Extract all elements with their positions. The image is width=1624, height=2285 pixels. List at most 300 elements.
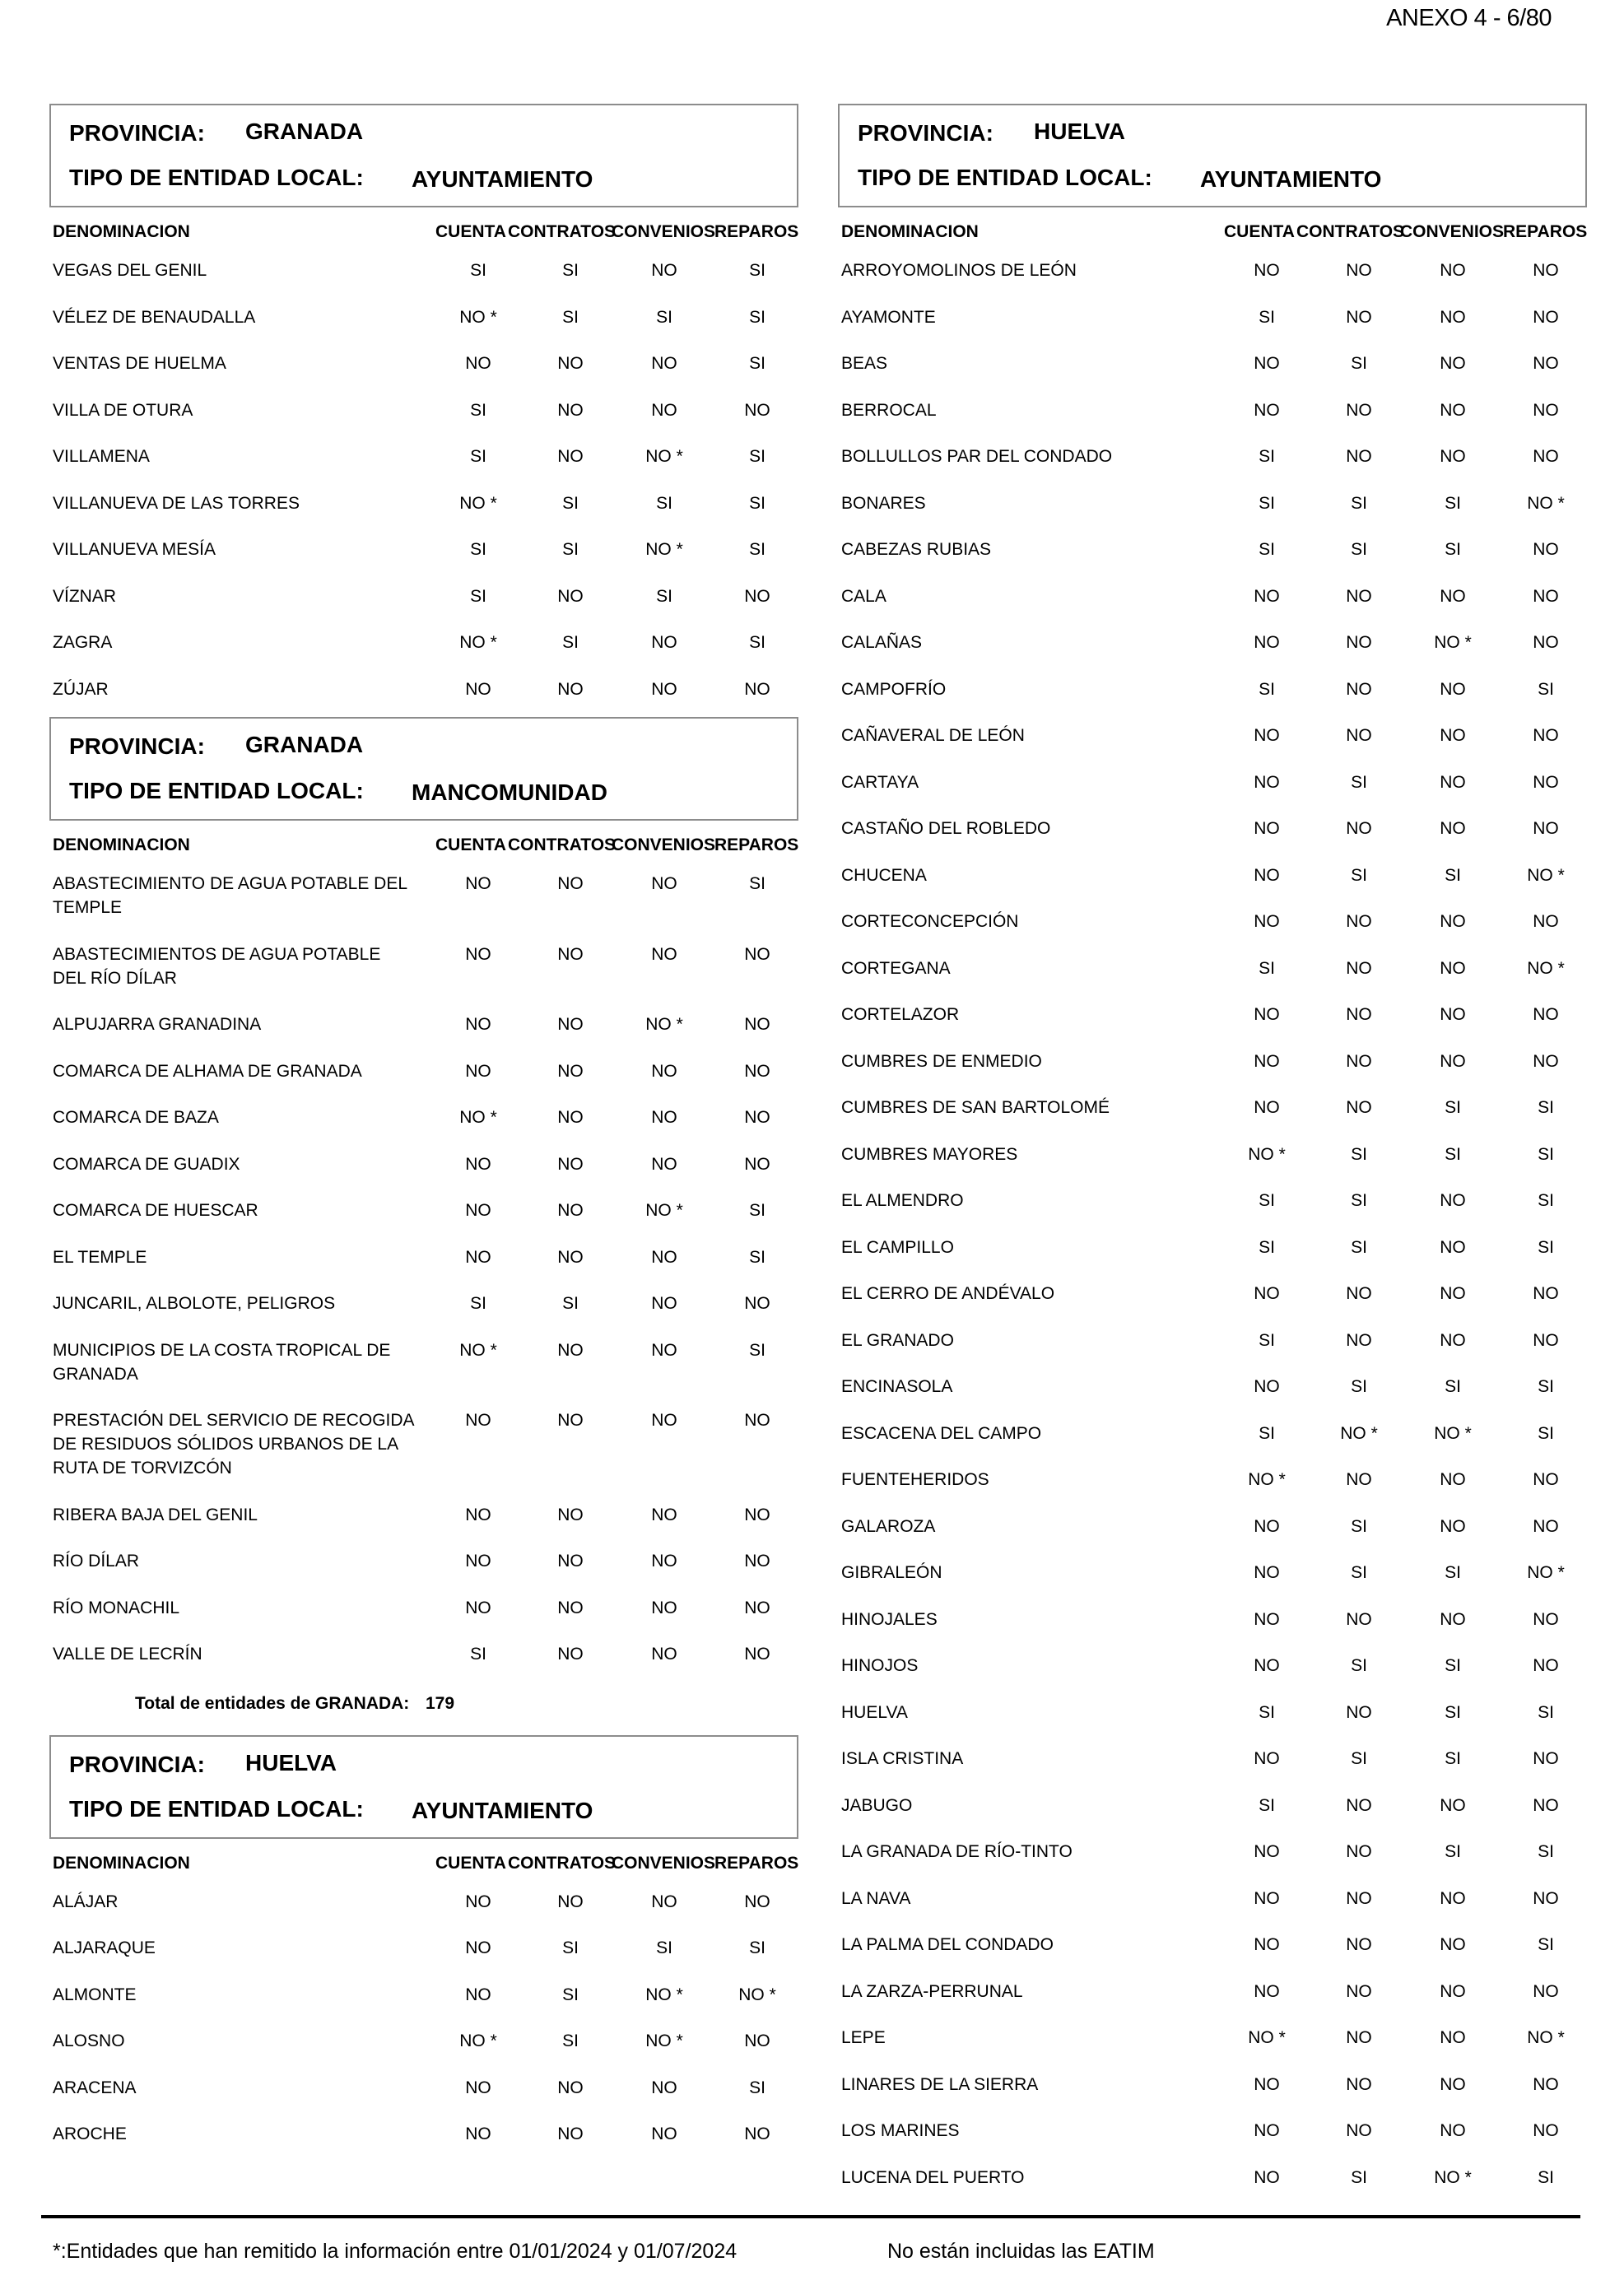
reparos-value: NO: [1533, 1284, 1559, 1303]
table-row: [838, 299, 1587, 346]
convenios-value: SI: [1445, 493, 1461, 513]
cuenta-value: NO: [1254, 1516, 1280, 1536]
entity-name: ARACENA: [53, 2078, 137, 2097]
reparos-value: SI: [1538, 1842, 1554, 1861]
footer-note: *:Entidades que han remitido la información entre 01/01/2024 y 01/07/2024: [53, 2240, 738, 2263]
cuenta-value: NO: [1254, 2121, 1280, 2140]
entity-name: HINOJALES: [841, 1609, 938, 1629]
table-row: [838, 1043, 1587, 1090]
convenios-value: NO: [651, 261, 677, 280]
reparos-value: NO: [744, 679, 770, 699]
convenios-value: NO *: [1434, 1423, 1472, 1443]
reparos-value: NO: [1533, 912, 1559, 931]
convenios-value: NO: [1440, 400, 1466, 420]
reparos-value: NO: [744, 1892, 770, 1911]
cuenta-value: NO: [1254, 1749, 1280, 1768]
contratos-value: NO: [1346, 679, 1372, 699]
entity-name: COMARCA DE ALHAMA DE GRANADA: [53, 1061, 362, 1081]
reparos-value: SI: [1538, 1098, 1554, 1117]
entity-name: BOLLULLOS PAR DEL CONDADO: [841, 447, 1113, 466]
contratos-value: NO: [557, 586, 584, 606]
provincia-label: PROVINCIA:: [69, 120, 205, 146]
convenios-value: NO: [651, 400, 677, 420]
table-row: [838, 2112, 1587, 2159]
section-header-box: [49, 1735, 798, 1839]
entity-name: LA NAVA: [841, 1888, 911, 1908]
right-column: [838, 104, 1587, 2205]
entity-name: GIBRALEÓN: [841, 1563, 942, 1582]
entity-name: EL ALMENDRO: [841, 1191, 964, 1210]
convenios-value: NO *: [1434, 633, 1472, 652]
table-row: [49, 1099, 798, 1146]
convenios-value: NO: [651, 1645, 677, 1664]
convenios-value: NO: [1440, 1609, 1466, 1629]
reparos-value: SI: [749, 1247, 765, 1267]
table-row: [49, 1543, 798, 1589]
cuenta-value: SI: [1259, 493, 1275, 513]
entity-name: LOS MARINES: [841, 2121, 960, 2140]
convenios-value: NO: [651, 633, 677, 652]
convenios-value: NO: [651, 944, 677, 964]
cuenta-value: NO *: [459, 493, 497, 513]
reparos-value: NO: [1533, 726, 1559, 745]
convenios-value: NO: [1440, 1935, 1466, 1954]
convenios-value: NO: [1440, 1795, 1466, 1815]
cuenta-value: NO: [465, 1247, 491, 1267]
contratos-value: SI: [562, 540, 579, 559]
table-row: [838, 1833, 1587, 1880]
table-row: [838, 578, 1587, 625]
convenios-header: CONVENIOS: [612, 1853, 716, 1873]
table-row: [49, 624, 798, 671]
contratos-value: NO: [557, 400, 584, 420]
contratos-value: SI: [1351, 1377, 1367, 1396]
contratos-value: NO: [557, 679, 584, 699]
convenios-value: NO *: [645, 540, 683, 559]
reparos-value: NO: [1533, 1330, 1559, 1350]
cuenta-value: NO *: [459, 1340, 497, 1360]
entity-name: LUCENA DEL PUERTO: [841, 2167, 1025, 2187]
cuenta-value: NO: [465, 2078, 491, 2097]
table-row: [49, 1006, 798, 1053]
cuenta-value: NO: [1254, 912, 1280, 931]
cuenta-value: NO *: [1248, 1144, 1286, 1164]
reparos-value: NO: [1533, 1656, 1559, 1675]
cuenta-value: NO *: [1248, 2028, 1286, 2047]
reparos-value: NO: [1533, 1795, 1559, 1815]
contratos-value: NO: [1346, 1935, 1372, 1954]
entity-name: EL CAMPILLO: [841, 1237, 954, 1257]
reparos-value: NO *: [1527, 493, 1565, 513]
contratos-value: NO: [1346, 1470, 1372, 1489]
section-header-box: [49, 104, 798, 207]
contratos-value: NO: [557, 1598, 584, 1617]
entity-name: CORTELAZOR: [841, 1005, 960, 1024]
table-row: [838, 950, 1587, 997]
cuenta-value: NO: [465, 1892, 491, 1911]
reparos-value: NO: [1533, 772, 1559, 792]
table-row: [49, 1285, 798, 1332]
contratos-value: NO: [557, 1340, 584, 1360]
convenios-value: NO: [1440, 1051, 1466, 1071]
reparos-value: NO: [744, 1598, 770, 1617]
contratos-value: NO: [557, 1645, 584, 1664]
reparos-value: SI: [749, 2078, 765, 2097]
entity-name: EL GRANADO: [841, 1330, 954, 1350]
table-row: [838, 810, 1587, 857]
contratos-value: SI: [1351, 1191, 1367, 1210]
cuenta-value: SI: [1259, 958, 1275, 978]
total-value: 179: [426, 1693, 455, 1713]
cuenta-value: NO: [465, 679, 491, 699]
contratos-value: NO *: [1340, 1423, 1378, 1443]
entity-name: JABUGO: [841, 1795, 913, 1815]
reparos-value: NO: [1533, 1051, 1559, 1071]
contratos-value: NO: [1346, 1795, 1372, 1815]
table-row: [838, 1415, 1587, 1462]
convenios-value: SI: [656, 307, 672, 327]
reparos-value: NO *: [1527, 1563, 1565, 1582]
table-row: [49, 252, 798, 299]
footer-divider: [41, 2215, 1580, 2218]
convenios-value: NO: [1440, 586, 1466, 606]
table-row: [49, 531, 798, 578]
total-label: Total de entidades de GRANADA:: [135, 1693, 410, 1713]
reparos-header: REPAROS: [714, 1853, 799, 1873]
entity-name: ABASTECIMIENTO DE AGUA POTABLE DEL TEMPLE: [53, 874, 407, 917]
reparos-value: SI: [749, 1938, 765, 1957]
cuenta-value: NO: [465, 1154, 491, 1174]
reparos-value: NO: [1533, 2121, 1559, 2140]
table-header: [49, 1839, 798, 1883]
cuenta-value: NO: [465, 874, 491, 893]
cuenta-value: NO: [465, 944, 491, 964]
convenios-value: NO: [1440, 2121, 1466, 2140]
contratos-value: SI: [1351, 1656, 1367, 1675]
entity-name: ALÁJAR: [53, 1892, 119, 1911]
cuenta-value: SI: [1259, 1237, 1275, 1257]
entity-name: COMARCA DE GUADIX: [53, 1154, 240, 1174]
footer-exclusion-note: No están incluidas las EATIM: [887, 2240, 1155, 2263]
convenios-value: SI: [656, 586, 672, 606]
cuenta-value: NO: [1254, 2074, 1280, 2094]
convenios-value: NO: [1440, 1470, 1466, 1489]
reparos-value: SI: [1538, 2167, 1554, 2187]
contratos-value: SI: [1351, 865, 1367, 885]
entity-name: VILLANUEVA DE LAS TORRES: [53, 493, 300, 513]
entity-name: LA ZARZA-PERRUNAL: [841, 1981, 1023, 2001]
entity-name: AROCHE: [53, 2124, 127, 2143]
contratos-value: SI: [562, 1985, 579, 2004]
cuenta-value: NO: [465, 1505, 491, 1524]
entity-name: CUMBRES MAYORES: [841, 1144, 1018, 1164]
convenios-value: NO: [1440, 1516, 1466, 1536]
convenios-value: NO: [651, 1108, 677, 1127]
table-row: [838, 624, 1587, 671]
table-row: [49, 578, 798, 625]
entity-name: COMARCA DE HUESCAR: [53, 1201, 258, 1220]
cuenta-value: NO: [465, 1201, 491, 1220]
table-row: [49, 345, 798, 392]
table-row: [838, 1694, 1587, 1741]
cuenta-value: NO *: [459, 2031, 497, 2050]
entity-name: EL CERRO DE ANDÉVALO: [841, 1284, 1055, 1303]
entity-name: FUENTEHERIDOS: [841, 1470, 989, 1489]
contratos-value: NO: [557, 874, 584, 893]
table-row: [49, 392, 798, 439]
reparos-value: NO: [1533, 354, 1559, 373]
cuenta-value: NO *: [459, 633, 497, 652]
reparos-value: SI: [749, 307, 765, 327]
entity-name: ALMONTE: [53, 1985, 137, 2004]
reparos-value: NO: [744, 1294, 770, 1313]
reparos-value: NO: [1533, 633, 1559, 652]
contratos-value: SI: [562, 307, 579, 327]
tipo-entidad-value: AYUNTAMIENTO: [1200, 166, 1382, 192]
entity-name: CAÑAVERAL DE LEÓN: [841, 726, 1025, 745]
left-column: [49, 104, 798, 2162]
convenios-value: SI: [1445, 1749, 1461, 1768]
denominacion-header: DENOMINACION: [53, 1853, 190, 1873]
contratos-value: SI: [1351, 2167, 1367, 2187]
reparos-value: SI: [1538, 1377, 1554, 1396]
reparos-value: NO: [1533, 2074, 1559, 2094]
cuenta-value: NO: [1254, 261, 1280, 280]
entity-name: LA GRANADA DE RÍO-TINTO: [841, 1842, 1073, 1861]
reparos-value: SI: [749, 261, 765, 280]
tipo-entidad-value: AYUNTAMIENTO: [412, 1797, 593, 1823]
contratos-value: NO: [557, 354, 584, 373]
convenios-value: NO: [651, 874, 677, 893]
entity-name: BEAS: [841, 354, 888, 373]
table-row: [49, 1402, 798, 1496]
table-row: [838, 671, 1587, 718]
contratos-value: NO: [1346, 400, 1372, 420]
convenios-header: CONVENIOS: [1400, 222, 1505, 241]
table-row: [838, 857, 1587, 904]
entity-name: ABASTECIMIENTOS DE AGUA POTABLE DEL RÍO DÍLAR: [53, 944, 381, 988]
reparos-value: NO: [744, 2124, 770, 2143]
contratos-value: SI: [1351, 772, 1367, 792]
table-row: [49, 1146, 798, 1193]
reparos-value: NO: [1533, 1005, 1559, 1024]
entity-name: LINARES DE LA SIERRA: [841, 2074, 1039, 2094]
entity-name: RÍO DÍLAR: [53, 1552, 140, 1571]
reparos-value: NO: [1533, 1609, 1559, 1629]
provincia-label: PROVINCIA:: [69, 733, 205, 759]
convenios-value: NO: [651, 1598, 677, 1617]
reparos-value: NO: [1533, 307, 1559, 327]
convenios-value: NO: [1440, 261, 1466, 280]
entity-name: HUELVA: [841, 1702, 908, 1722]
cuenta-value: NO: [1254, 1051, 1280, 1071]
cuenta-value: NO: [1254, 772, 1280, 792]
entity-name: GALAROZA: [841, 1516, 936, 1536]
contratos-value: SI: [1351, 1237, 1367, 1257]
cuenta-value: NO: [1254, 1005, 1280, 1024]
convenios-value: NO: [1440, 1237, 1466, 1257]
table-row: [49, 1883, 798, 1930]
contratos-value: NO: [557, 1411, 584, 1430]
cuenta-value: SI: [470, 1645, 486, 1664]
contratos-value: NO: [1346, 1284, 1372, 1303]
table-row: [838, 1554, 1587, 1601]
cuenta-value: NO *: [459, 307, 497, 327]
provincia-label: PROVINCIA:: [69, 1751, 205, 1777]
reparos-value: NO: [744, 1108, 770, 1127]
convenios-value: SI: [1445, 1656, 1461, 1675]
reparos-value: SI: [1538, 1702, 1554, 1722]
table-row: [838, 1740, 1587, 1787]
provincia-label: PROVINCIA:: [858, 120, 993, 146]
convenios-value: NO *: [1434, 2167, 1472, 2187]
reparos-value: SI: [749, 1201, 765, 1220]
convenios-value: SI: [656, 1938, 672, 1957]
entity-name: CALAÑAS: [841, 633, 923, 652]
reparos-value: NO: [744, 1552, 770, 1571]
convenios-value: SI: [656, 493, 672, 513]
denominacion-header: DENOMINACION: [53, 222, 190, 241]
cuenta-value: NO: [1254, 1888, 1280, 1908]
reparos-value: NO: [1533, 261, 1559, 280]
reparos-value: NO: [1533, 819, 1559, 838]
contratos-value: NO: [1346, 1842, 1372, 1861]
reparos-value: NO: [744, 1154, 770, 1174]
cuenta-value: SI: [1259, 1191, 1275, 1210]
contratos-value: NO: [1346, 2028, 1372, 2047]
entity-name: ENCINASOLA: [841, 1377, 953, 1396]
convenios-value: NO: [1440, 1888, 1466, 1908]
cuenta-value: NO: [465, 354, 491, 373]
convenios-value: NO: [651, 1061, 677, 1081]
reparos-value: NO: [744, 400, 770, 420]
table-row: [838, 1136, 1587, 1183]
contratos-value: NO: [557, 1015, 584, 1034]
contratos-value: SI: [562, 633, 579, 652]
table-row: [838, 1926, 1587, 1973]
reparos-value: SI: [749, 1340, 765, 1360]
cuenta-value: NO: [1254, 1098, 1280, 1117]
page-header: ANEXO 4 - 6/80: [1386, 5, 1552, 31]
reparos-value: NO: [1533, 1470, 1559, 1489]
reparos-value: NO: [744, 944, 770, 964]
contratos-value: NO: [1346, 1051, 1372, 1071]
convenios-value: NO: [1440, 958, 1466, 978]
cuenta-value: SI: [1259, 1702, 1275, 1722]
contratos-value: NO: [1346, 2121, 1372, 2140]
table-row: [838, 1322, 1587, 1369]
cuenta-header: CUENTA: [435, 835, 506, 854]
convenios-value: NO: [1440, 1191, 1466, 1210]
convenios-value: SI: [1445, 1098, 1461, 1117]
table-row: [838, 252, 1587, 299]
convenios-value: NO: [1440, 354, 1466, 373]
entity-name: CASTAÑO DEL ROBLEDO: [841, 819, 1051, 838]
contratos-value: NO: [1346, 912, 1372, 931]
contratos-value: NO: [557, 1201, 584, 1220]
table-row: [838, 531, 1587, 578]
contratos-value: NO: [1346, 447, 1372, 466]
table-row: [838, 345, 1587, 392]
contratos-value: NO: [1346, 726, 1372, 745]
table-row: [838, 1229, 1587, 1276]
table-row: [49, 1239, 798, 1286]
cuenta-header: CUENTA: [435, 1853, 506, 1873]
province-total: [49, 1682, 798, 1735]
convenios-value: NO: [651, 1247, 677, 1267]
table-row: [838, 1601, 1587, 1648]
cuenta-header: CUENTA: [1224, 222, 1295, 241]
convenios-value: NO *: [645, 447, 683, 466]
table-row: [49, 2069, 798, 2116]
contratos-value: SI: [1351, 540, 1367, 559]
reparos-value: NO: [1533, 1981, 1559, 2001]
cuenta-value: SI: [1259, 540, 1275, 559]
contratos-header: CONTRATOS: [508, 835, 617, 854]
table-row: [49, 485, 798, 532]
cuenta-value: NO: [1254, 2167, 1280, 2187]
denominacion-header: DENOMINACION: [53, 835, 190, 854]
table-row: [838, 764, 1587, 811]
reparos-value: SI: [749, 447, 765, 466]
convenios-value: NO: [1440, 447, 1466, 466]
reparos-value: NO: [744, 1505, 770, 1524]
entity-name: VEGAS DEL GENIL: [53, 261, 207, 280]
table-row: [49, 2115, 798, 2162]
table-row: [49, 1976, 798, 2023]
reparos-value: NO: [1533, 540, 1559, 559]
contratos-value: SI: [562, 493, 579, 513]
contratos-value: NO: [557, 1108, 584, 1127]
table-row: [838, 392, 1587, 439]
entity-name: CABEZAS RUBIAS: [841, 540, 992, 559]
entity-name: CORTEGANA: [841, 958, 951, 978]
convenios-header: CONVENIOS: [612, 222, 716, 241]
convenios-value: NO *: [645, 1015, 683, 1034]
table-header: [49, 821, 798, 865]
entity-name: EL TEMPLE: [53, 1247, 147, 1267]
contratos-value: NO: [1346, 586, 1372, 606]
convenios-value: NO: [1440, 2028, 1466, 2047]
table-row: [49, 2022, 798, 2069]
contratos-value: NO: [1346, 1981, 1372, 2001]
reparos-value: NO: [1533, 1888, 1559, 1908]
contratos-value: NO: [1346, 307, 1372, 327]
reparos-value: SI: [1538, 1935, 1554, 1954]
convenios-value: SI: [1445, 1377, 1461, 1396]
contratos-value: NO: [557, 944, 584, 964]
contratos-value: NO: [557, 2078, 584, 2097]
convenios-value: NO *: [645, 1201, 683, 1220]
convenios-value: NO: [1440, 772, 1466, 792]
reparos-value: NO: [1533, 400, 1559, 420]
convenios-value: NO: [651, 1552, 677, 1571]
entity-name: VÉLEZ DE BENAUDALLA: [53, 307, 256, 327]
cuenta-value: NO: [465, 1598, 491, 1617]
entity-name: CARTAYA: [841, 772, 919, 792]
reparos-value: NO: [744, 586, 770, 606]
convenios-value: NO: [651, 354, 677, 373]
table-row: [838, 996, 1587, 1043]
contratos-value: NO: [557, 1892, 584, 1911]
reparos-value: NO: [744, 1061, 770, 1081]
contratos-value: NO: [1346, 1005, 1372, 1024]
convenios-value: NO: [651, 1294, 677, 1313]
tipo-entidad-label: TIPO DE ENTIDAD LOCAL:: [858, 165, 1152, 190]
section-header-box: [838, 104, 1587, 207]
entity-name: ZÚJAR: [53, 679, 109, 699]
cuenta-value: NO *: [459, 1108, 497, 1127]
